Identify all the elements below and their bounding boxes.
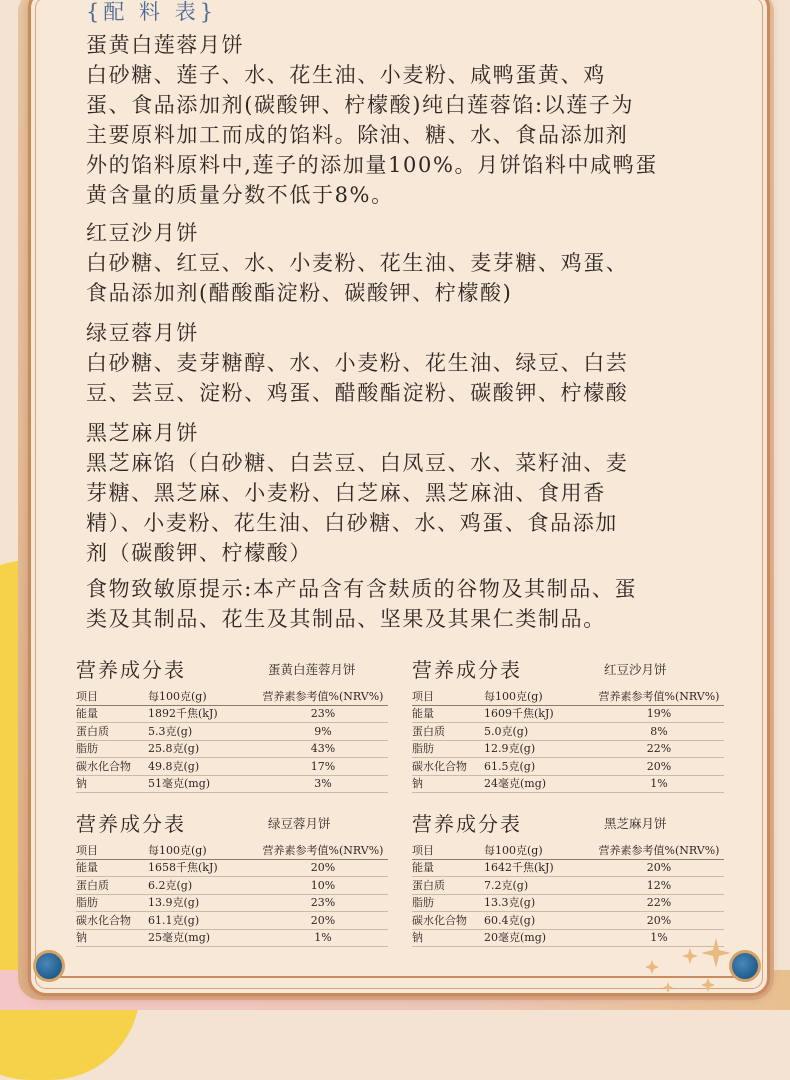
table-row	[76, 877, 388, 895]
table-cell: 能量	[76, 859, 148, 877]
table-cell: 12%	[594, 877, 724, 895]
ingredient-item-black-sesame	[86, 418, 706, 568]
table-cell: 20%	[258, 859, 388, 877]
table-cell: 10%	[258, 877, 388, 895]
nutrition-product-name: 蛋黄白莲蓉月饼	[268, 662, 356, 677]
table-cell: 23%	[258, 894, 388, 912]
table-row	[412, 912, 724, 930]
ingredient-line: 豆、芸豆、淀粉、鸡蛋、醋酸酯淀粉、碳酸钾、柠檬酸	[86, 381, 629, 405]
table-cell: 能量	[412, 705, 484, 723]
table-cell: 5.3克(g)	[148, 723, 258, 741]
allergen-notice	[86, 574, 706, 634]
ingredient-item-name: 蛋黄白莲蓉月饼	[86, 33, 245, 57]
table-cell: 6.2克(g)	[148, 877, 258, 895]
table-cell: 23%	[258, 705, 388, 723]
table-cell: 12.9克(g)	[484, 740, 594, 758]
ingredient-line: 白砂糖、红豆、水、小麦粉、花生油、麦芽糖、鸡蛋、	[86, 251, 629, 275]
table-cell: 22%	[594, 740, 724, 758]
table-cell: 1%	[594, 775, 724, 793]
ingredient-item-name: 绿豆蓉月饼	[86, 321, 199, 345]
table-cell: 1609千焦(kJ)	[484, 705, 594, 723]
ingredient-line: 外的馅料原料中,莲子的添加量100%。月饼馅料中咸鸭蛋	[86, 153, 658, 177]
ingredient-line: 剂（碳酸钾、柠檬酸）	[86, 541, 312, 565]
table-cell: 碳水化合物	[76, 758, 148, 776]
table-cell: 20%	[594, 912, 724, 930]
table-cell: 1658千焦(kJ)	[148, 859, 258, 877]
ingredient-line: 蛋、食品添加剂(碳酸钾、柠檬酸)纯白莲蓉馅:以莲子为	[86, 93, 635, 117]
table-row	[76, 859, 388, 877]
table-cell: 61.5克(g)	[484, 758, 594, 776]
table-cell: 19%	[594, 705, 724, 723]
table-cell: 43%	[258, 740, 388, 758]
ingredient-line: 白砂糖、莲子、水、花生油、小麦粉、咸鸭蛋黄、鸡	[86, 63, 606, 87]
table-header-cell: 营养素参考值%(NRV%)	[594, 688, 724, 705]
table-row	[412, 740, 724, 758]
ingredient-line: 白砂糖、麦芽糖醇、水、小麦粉、花生油、绿豆、白芸	[86, 351, 629, 375]
nutrition-facts-table	[76, 688, 388, 793]
table-cell: 8%	[594, 723, 724, 741]
nutrition-title: 营养成分表	[412, 658, 522, 682]
nutrition-product-name: 绿豆蓉月饼	[268, 816, 331, 831]
ingredient-line: 主要原料加工而成的馅料。除油、糖、水、食品添加剂	[86, 123, 629, 147]
table-cell: 5.0克(g)	[484, 723, 594, 741]
table-cell: 1642千焦(kJ)	[484, 859, 594, 877]
table-cell: 3%	[258, 775, 388, 793]
nutrition-product-name: 红豆沙月饼	[604, 662, 667, 677]
table-row	[76, 929, 388, 947]
table-row	[412, 775, 724, 793]
table-row	[76, 894, 388, 912]
table-header-cell: 每100克(g)	[148, 842, 258, 859]
table-cell: 蛋白质	[412, 877, 484, 895]
table-cell: 蛋白质	[76, 723, 148, 741]
table-cell: 脂肪	[412, 894, 484, 912]
ingredient-item-name: 红豆沙月饼	[86, 221, 199, 245]
table-cell: 脂肪	[76, 894, 148, 912]
ingredient-item-mung-bean	[86, 318, 706, 408]
table-header-cell: 每100克(g)	[484, 688, 594, 705]
table-row	[412, 705, 724, 723]
allergen-line: 类及其制品、花生及其制品、坚果及其果仁类制品。	[86, 607, 606, 631]
nutrition-product-name: 黑芝麻月饼	[604, 816, 667, 831]
table-cell: 碳水化合物	[76, 912, 148, 930]
table-header-cell: 营养素参考值%(NRV%)	[594, 842, 724, 859]
table-cell: 24毫克(mg)	[484, 775, 594, 793]
table-cell: 20毫克(mg)	[484, 929, 594, 947]
table-cell: 60.4克(g)	[484, 912, 594, 930]
nutrition-title: 营养成分表	[412, 812, 522, 836]
table-cell: 蛋白质	[412, 723, 484, 741]
corner-ornament-left-icon	[33, 950, 65, 982]
ingredient-line: 黄含量的质量分数不低于8%。	[86, 183, 394, 207]
table-cell: 脂肪	[412, 740, 484, 758]
table-cell: 7.2克(g)	[484, 877, 594, 895]
sparkle-stars-icon	[630, 930, 740, 1000]
nutrition-title: 营养成分表	[76, 658, 186, 682]
table-row	[76, 740, 388, 758]
table-header-cell: 营养素参考值%(NRV%)	[258, 688, 388, 705]
table-cell: 1%	[594, 929, 724, 947]
table-header-cell: 项目	[412, 842, 484, 859]
table-cell: 1892千焦(kJ)	[148, 705, 258, 723]
table-cell: 碳水化合物	[412, 912, 484, 930]
table-cell: 22%	[594, 894, 724, 912]
table-header-cell: 每100克(g)	[484, 842, 594, 859]
table-cell: 17%	[258, 758, 388, 776]
table-cell: 49.8克(g)	[148, 758, 258, 776]
ingredient-line: 黑芝麻馅（白砂糖、白芸豆、白凤豆、水、菜籽油、麦	[86, 451, 629, 475]
table-header-cell: 项目	[76, 842, 148, 859]
ingredient-item-name: 黑芝麻月饼	[86, 421, 199, 445]
ingredient-line: 精）、小麦粉、花生油、白砂糖、水、鸡蛋、食品添加	[86, 511, 618, 535]
table-row	[76, 758, 388, 776]
table-cell: 1%	[258, 929, 388, 947]
table-header-row	[412, 842, 724, 859]
table-cell: 钠	[76, 775, 148, 793]
table-cell: 能量	[76, 705, 148, 723]
table-cell: 钠	[412, 775, 484, 793]
table-header-row	[76, 842, 388, 859]
table-header-cell: 每100克(g)	[148, 688, 258, 705]
table-cell: 蛋白质	[76, 877, 148, 895]
table-row	[412, 877, 724, 895]
ingredient-item-lotus-yolk	[86, 30, 706, 210]
table-cell: 能量	[412, 859, 484, 877]
table-cell: 61.1克(g)	[148, 912, 258, 930]
table-cell: 碳水化合物	[412, 758, 484, 776]
table-row	[76, 705, 388, 723]
table-cell: 钠	[412, 929, 484, 947]
table-cell: 脂肪	[76, 740, 148, 758]
table-row	[76, 775, 388, 793]
table-cell: 钠	[76, 929, 148, 947]
ingredient-line: 芽糖、黑芝麻、小麦粉、白芝麻、黑芝麻油、食用香	[86, 481, 606, 505]
table-row	[76, 723, 388, 741]
ingredient-line: 食品添加剂(醋酸酯淀粉、碳酸钾、柠檬酸)	[86, 281, 513, 305]
table-header-row	[412, 688, 724, 705]
table-cell: 51毫克(mg)	[148, 775, 258, 793]
allergen-line: 食物致敏原提示:本产品含有含麸质的谷物及其制品、蛋	[86, 577, 638, 601]
table-row	[76, 912, 388, 930]
table-cell: 20%	[594, 758, 724, 776]
table-header-cell: 营养素参考值%(NRV%)	[258, 842, 388, 859]
nutrition-facts-table	[76, 842, 388, 947]
table-cell: 25.8克(g)	[148, 740, 258, 758]
ingredients-title: {配 料 表}	[86, 0, 218, 24]
nutrition-facts-table	[412, 688, 724, 793]
table-row	[412, 859, 724, 877]
table-cell: 25毫克(mg)	[148, 929, 258, 947]
nutrition-title: 营养成分表	[76, 812, 186, 836]
table-row	[412, 758, 724, 776]
table-cell: 20%	[258, 912, 388, 930]
table-row	[412, 723, 724, 741]
table-header-row	[76, 688, 388, 705]
ingredient-item-red-bean	[86, 218, 706, 308]
table-row	[412, 894, 724, 912]
table-cell: 9%	[258, 723, 388, 741]
table-cell: 13.9克(g)	[148, 894, 258, 912]
table-cell: 13.3克(g)	[484, 894, 594, 912]
table-header-cell: 项目	[412, 688, 484, 705]
table-cell: 20%	[594, 859, 724, 877]
table-header-cell: 项目	[76, 688, 148, 705]
